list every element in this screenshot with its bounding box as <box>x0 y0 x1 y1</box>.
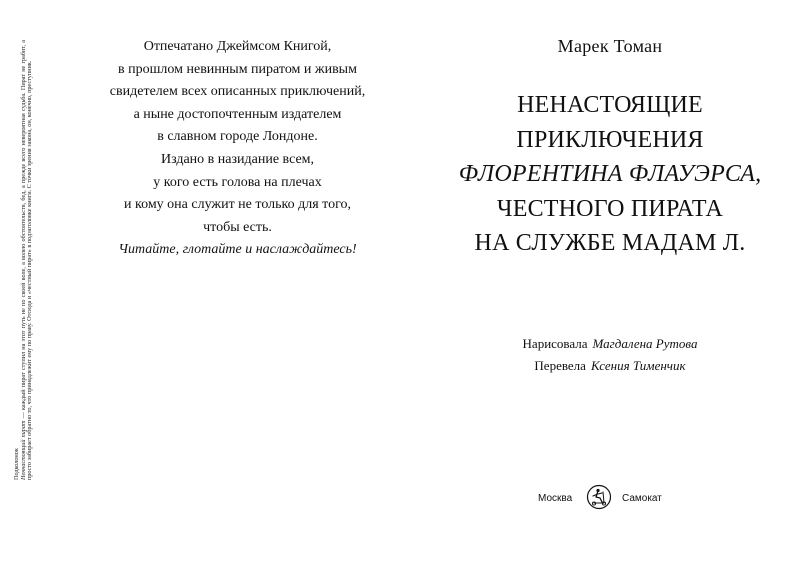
title-line: ФЛОРЕНТИНА ФЛАУЭРСА, <box>458 161 762 187</box>
illustrator-credit <box>400 333 800 355</box>
imprint-line: у кого есть голова на плечах <box>153 174 322 190</box>
right-page <box>400 0 800 575</box>
title-line: ПРИКЛЮЧЕНИЯ <box>516 126 704 153</box>
imprint-line: а ныне достопочтенным издателем <box>133 106 342 122</box>
book-title <box>400 88 800 261</box>
translator-role: Перевела <box>534 358 586 373</box>
imprint-line: Издано в назидание всем, <box>160 151 315 167</box>
side-note-title: Подколонок <box>13 448 20 480</box>
publisher-name: Самокат <box>622 493 662 504</box>
imprint-motto: Читайте, глотайте и наслаждайтесь! <box>118 242 357 258</box>
illustrator-role: Нарисовала <box>522 336 588 351</box>
side-note-text: — каждый пират ступил на этот путь не по своей воле, а волею обстоятельств, бед, а прежде всего невероятная судьба. Пират не грабит, а просто забирает обратно то, что принадлежит ему по праву. Отсюда и «честный пират» в подзаголовке книги. С точки зрения закона, он, конечно, преступник. <box>19 39 34 480</box>
publisher-city: Москва <box>538 493 573 504</box>
publisher-line <box>400 484 800 514</box>
imprint-line: свидетелем всех описанных приключений, <box>109 84 366 100</box>
side-note <box>13 39 34 480</box>
translator-name: Ксения Тименчик <box>590 358 686 373</box>
scooter-rider-logo-icon <box>586 484 612 510</box>
imprint-line: в славном городе Лондоне. <box>157 129 318 145</box>
imprint-line: чтобы есть. <box>203 219 272 235</box>
imprint-line: и кому она служит не только для того, <box>124 197 351 213</box>
imprint-line: Отпечатано Джеймсом Книгой, <box>143 39 332 54</box>
imprint-block <box>95 36 380 262</box>
title-line: ЧЕСТНОГО ПИРАТА <box>496 195 724 222</box>
translator-credit <box>400 355 800 377</box>
credits <box>400 333 800 377</box>
title-line: НА СЛУЖБЕ МАДАМ Л. <box>474 230 746 256</box>
author-name: Марек Томан <box>557 36 663 56</box>
imprint-line: в прошлом невинным пиратом и живым <box>118 61 357 77</box>
side-note-lead: Неннастоящий пират <box>19 420 27 480</box>
illustrator-name: Магдалена Рутова <box>592 336 698 351</box>
title-line: НЕНАСТОЯЩИЕ <box>517 92 703 118</box>
